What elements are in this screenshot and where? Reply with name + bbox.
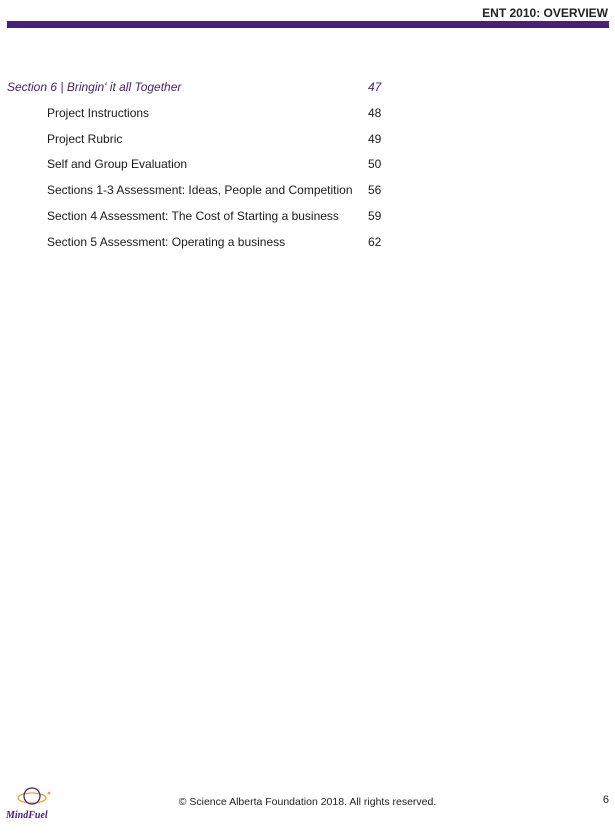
toc-entry-page: 59 — [368, 208, 382, 223]
header-rule — [7, 21, 609, 28]
toc-entry-page: 48 — [368, 105, 382, 120]
toc-section-page: 47 — [368, 80, 382, 94]
logo-dot — [48, 792, 51, 795]
toc-entry-label: Section 4 Assessment: The Cost of Starting a business — [47, 208, 339, 223]
toc-entry-label: Project Rubric — [47, 131, 123, 146]
footer-copyright: © Science Alberta Foundation 2018. All rights reserved. — [178, 796, 437, 808]
logo-wordmark: MindFuel — [6, 810, 48, 821]
toc-section-heading[interactable] — [7, 78, 407, 104]
toc-entry[interactable] — [7, 181, 407, 207]
toc-entry-page: 56 — [368, 183, 382, 198]
toc-entry[interactable] — [7, 130, 407, 156]
toc-entry-page: 49 — [368, 131, 382, 146]
toc-entry[interactable] — [7, 104, 407, 130]
footer-page-number: 6 — [602, 794, 609, 806]
toc-entry[interactable] — [7, 207, 407, 233]
toc-entry[interactable] — [7, 155, 407, 181]
toc-entry-label: Project Instructions — [47, 105, 150, 120]
toc-entry-label: Self and Group Evaluation — [47, 157, 188, 172]
toc-entry[interactable] — [7, 233, 407, 259]
toc-entry-label: Sections 1-3 Assessment: Ideas, People and Competition — [47, 183, 353, 198]
toc-section-label: Section 6 | Bringin' it all Together — [7, 80, 182, 94]
document-title: ENT 2010: OVERVIEW — [482, 6, 608, 20]
table-of-contents — [7, 78, 407, 259]
toc-entry-page: 50 — [368, 157, 382, 172]
toc-entry-page: 62 — [368, 234, 382, 249]
toc-entry-label: Section 5 Assessment: Operating a business — [47, 234, 286, 249]
